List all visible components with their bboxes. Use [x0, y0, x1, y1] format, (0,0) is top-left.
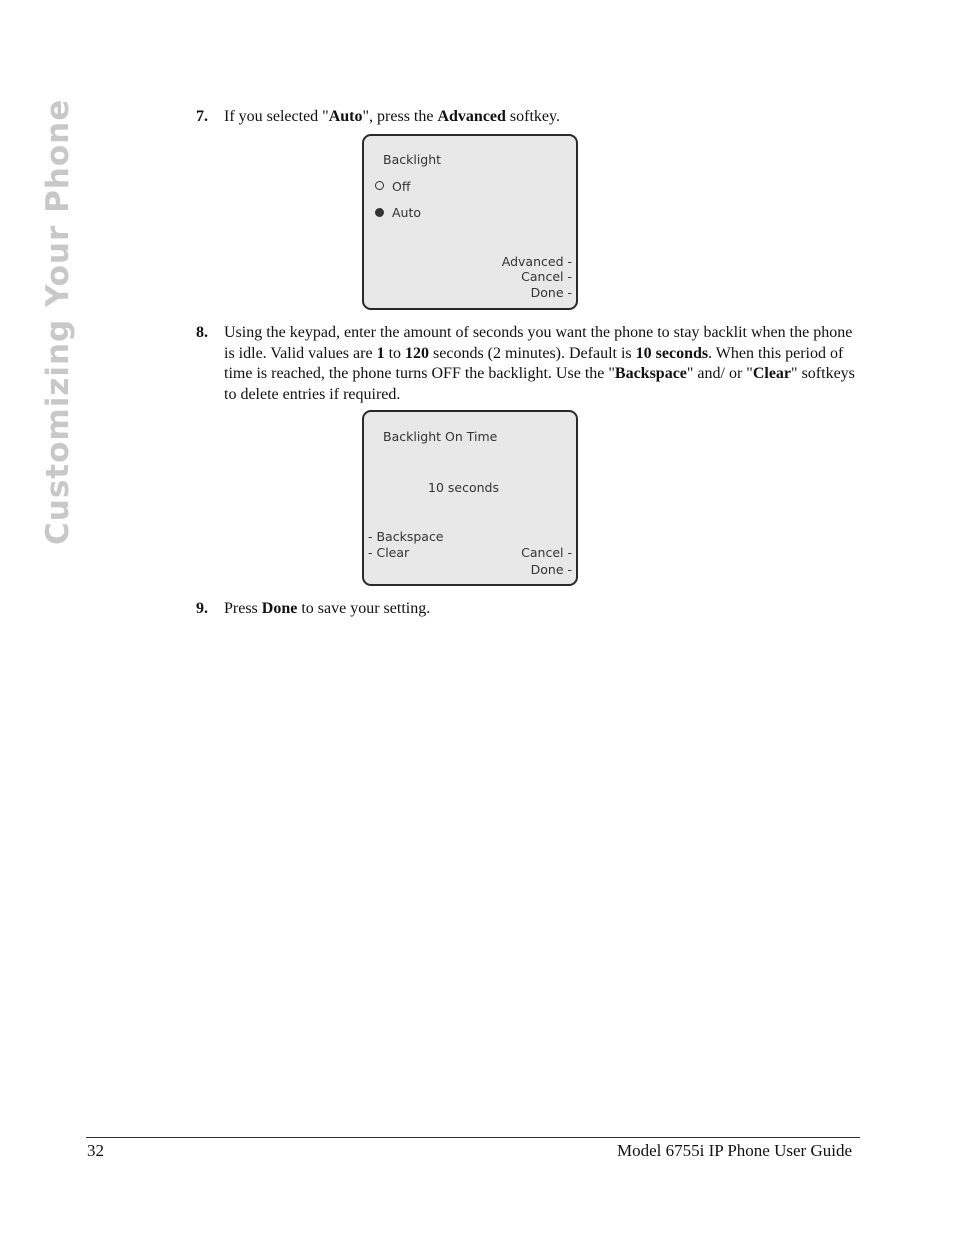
- step-text: Press Done to save your setting.: [224, 600, 431, 617]
- screen-title: Backlight On Time: [383, 429, 498, 444]
- page-number: 32: [87, 1141, 104, 1160]
- phone-screen-backlight: [362, 134, 578, 310]
- softkey-cancel[interactable]: Cancel -: [521, 545, 572, 560]
- step-number: 7.: [196, 108, 208, 125]
- option-off-label[interactable]: Off: [392, 179, 411, 194]
- step-number: 8.: [196, 324, 208, 341]
- step-text: Using the keypad, enter the amount of seconds you want the phone to stay backlit when the phone is idle. Valid values are 1 to 120 seconds (2 minutes). Default is 10 seconds. When this period of time is reached, the phone turns OFF the backlight. Use the "Backspace" and/ or "Clear" softkeys to delete entries if required.: [224, 324, 855, 403]
- step-number: 9.: [196, 600, 208, 617]
- softkey-done[interactable]: Done -: [530, 285, 572, 300]
- softkey-cancel[interactable]: Cancel -: [521, 269, 572, 284]
- step-text: If you selected "Auto", press the Advanced softkey.: [224, 108, 560, 125]
- softkey-done[interactable]: Done -: [530, 562, 572, 577]
- backlight-time-value[interactable]: 10 seconds: [428, 480, 499, 495]
- guide-title: Model 6755i IP Phone User Guide: [617, 1141, 852, 1160]
- radio-auto-icon[interactable]: [375, 208, 384, 217]
- phone-screen-backlight-time: [362, 410, 578, 586]
- step-7: [196, 107, 860, 128]
- step-8: [196, 323, 860, 405]
- footer-rule: [86, 1137, 860, 1138]
- radio-off-icon[interactable]: [375, 181, 384, 190]
- softkey-clear[interactable]: - Clear: [368, 545, 410, 560]
- step-9: [196, 599, 860, 620]
- option-auto-label[interactable]: Auto: [392, 205, 422, 220]
- screen-title: Backlight: [383, 152, 442, 167]
- softkey-advanced[interactable]: Advanced -: [501, 254, 572, 269]
- softkey-backspace[interactable]: - Backspace: [368, 529, 444, 544]
- chapter-side-title: Customizing Your Phone: [40, 98, 76, 545]
